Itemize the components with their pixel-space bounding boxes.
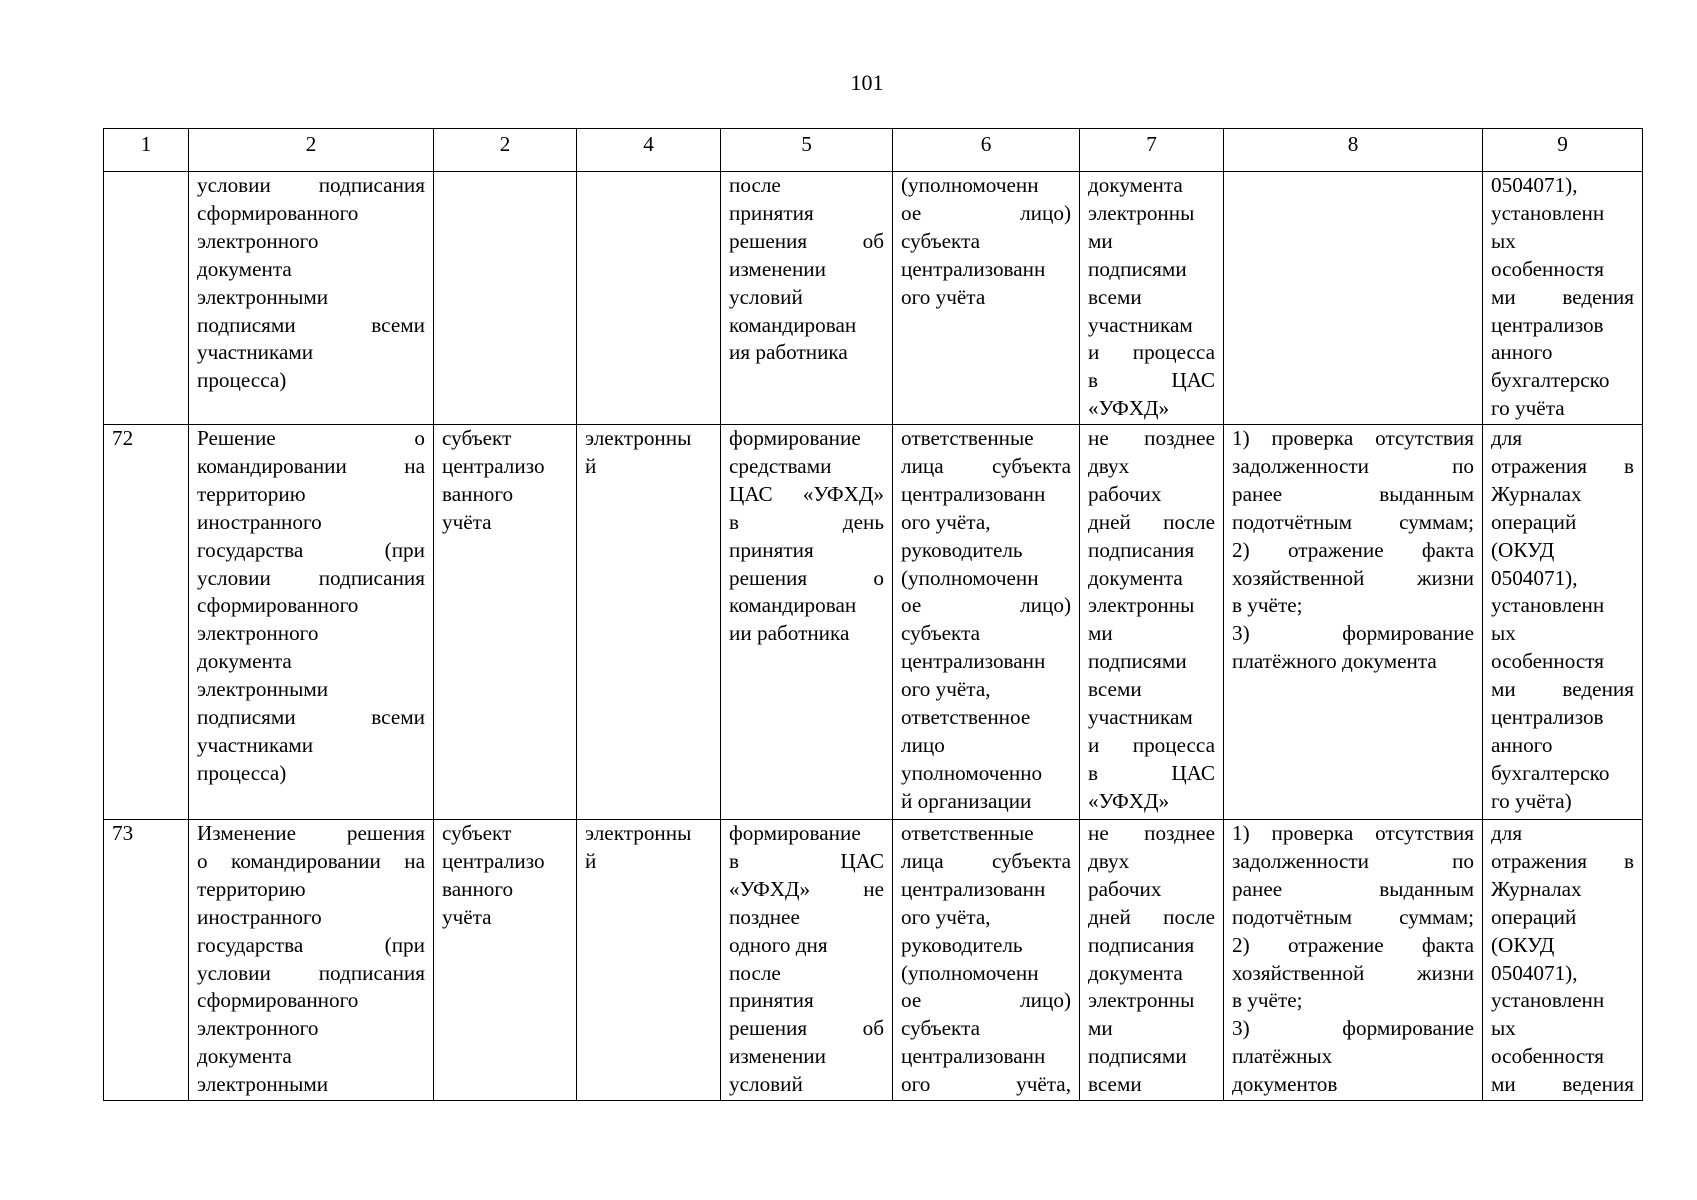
cell-text-line: анного	[1491, 732, 1553, 757]
cell-text-line: 72	[112, 426, 134, 450]
cell-text-line: ванного	[442, 481, 514, 506]
cell-text-line: в учёте;	[1232, 988, 1303, 1013]
cell-text-line: электронны	[585, 821, 692, 845]
cell-text-line: «УФХД» не	[729, 876, 884, 901]
cell-text-line: ранее выданным	[1232, 876, 1474, 901]
cell-text-line: процесса)	[197, 760, 287, 785]
document-form-cell	[577, 425, 721, 820]
column-header: 9	[1483, 129, 1643, 172]
deadline-cell	[1080, 172, 1224, 425]
control-procedures-cell	[1224, 425, 1483, 820]
accounting-purpose-cell	[1483, 425, 1643, 820]
cell-text-line: особенностя	[1491, 256, 1604, 281]
cell-text-line: операций	[1491, 509, 1577, 534]
cell-text-line: подписями	[1088, 256, 1187, 281]
cell-text-line: субъекта	[901, 621, 980, 646]
table-row	[104, 425, 1643, 820]
column-header: 2	[189, 129, 434, 172]
cell-text-line: иностранного	[197, 904, 322, 929]
cell-text-line: ранее выданным	[1232, 481, 1474, 506]
cell-text-line: после	[729, 960, 781, 985]
cell-text-line: подписями	[1088, 1044, 1187, 1069]
column-header: 7	[1080, 129, 1224, 172]
responsible-persons-cell	[893, 820, 1080, 1101]
cell-text-line: 2) отражение факта	[1232, 932, 1474, 957]
document-name-cell	[189, 820, 434, 1101]
cell-text-line: ого учёта,	[901, 677, 991, 702]
cell-text-line: 0504071),	[1491, 565, 1578, 590]
cell-text-line: участникам	[1088, 312, 1193, 337]
cell-text-line: субъект	[442, 426, 512, 450]
cell-text-line: хозяйственной жизни	[1232, 565, 1474, 590]
cell-text-line: (уполномоченн	[901, 960, 1039, 985]
cell-text-line: в ЦАС	[1088, 760, 1215, 785]
formation-method-cell	[721, 820, 893, 1101]
cell-text-line: всеми	[1088, 677, 1142, 702]
cell-text-line: анного	[1491, 340, 1553, 365]
cell-text-line: участниками	[197, 340, 314, 365]
cell-text-line: иностранного	[197, 509, 322, 534]
cell-text-line: ми ведения	[1491, 1072, 1634, 1097]
cell-text-line: бухгалтерско	[1491, 760, 1610, 785]
cell-text-line: руководитель	[901, 537, 1023, 562]
cell-text-line: территорию	[197, 481, 306, 506]
cell-text-line: ого учёта,	[901, 1072, 1071, 1097]
cell-text-line: операций	[1491, 904, 1577, 929]
cell-text-line: электронны	[585, 426, 692, 450]
cell-text-line: руководитель	[901, 932, 1023, 957]
cell-text-line: и процесса	[1088, 340, 1215, 365]
cell-text-line: ванного	[442, 876, 514, 901]
cell-text-line: электронного	[197, 228, 319, 253]
column-header: 2	[434, 129, 577, 172]
cell-text-line: Журналах	[1491, 876, 1582, 901]
cell-text-line: ых	[1491, 228, 1516, 253]
cell-text-line: ЦАС «УФХД»	[729, 481, 884, 506]
cell-text-line: подотчётным суммам;	[1232, 509, 1474, 534]
cell-text-line: всеми	[1088, 1072, 1142, 1097]
cell-text-line: условий	[729, 284, 803, 309]
cell-text-line: уполномоченно	[901, 760, 1043, 785]
cell-text-line: 73	[112, 821, 134, 845]
cell-text-line: подписями всеми	[197, 705, 425, 730]
document-name-cell	[189, 425, 434, 820]
cell-text-line: в учёте;	[1232, 593, 1303, 618]
cell-text-line: ых	[1491, 621, 1516, 646]
cell-text-line: ого учёта,	[901, 509, 991, 534]
table-row	[104, 172, 1643, 425]
cell-text-line: ми ведения	[1491, 284, 1634, 309]
cell-text-line: централизованн	[901, 1044, 1046, 1069]
table-row	[104, 820, 1643, 1101]
cell-text-line: 0504071),	[1491, 960, 1578, 985]
cell-text-line: условии подписания	[197, 173, 425, 197]
cell-text-line: подписания	[1088, 932, 1195, 957]
cell-text-line: субъекта	[901, 1016, 980, 1041]
cell-text-line: в день	[729, 509, 884, 534]
cell-text-line: документа	[1088, 173, 1183, 197]
cell-text-line: всеми	[1088, 284, 1142, 309]
cell-text-line: командировании на	[197, 453, 425, 478]
cell-text-line: позднее	[729, 904, 800, 929]
cell-text-line: одного дня	[729, 932, 828, 957]
cell-text-line: документа	[197, 1044, 292, 1069]
cell-text-line: документа	[1088, 960, 1183, 985]
cell-text-line: ого учёта,	[901, 904, 991, 929]
cell-text-line: хозяйственной жизни	[1232, 960, 1474, 985]
document-table	[103, 128, 1643, 1101]
responsible-subject-cell	[434, 172, 577, 425]
cell-text-line: подписания	[1088, 537, 1195, 562]
cell-text-line: двух	[1088, 848, 1130, 873]
cell-text-line: й	[585, 453, 597, 478]
cell-text-line: централизо	[442, 848, 545, 873]
cell-text-line: (ОКУД	[1491, 537, 1555, 562]
responsible-persons-cell	[893, 425, 1080, 820]
cell-text-line: 3) формирование	[1232, 621, 1474, 646]
cell-text-line: Журналах	[1491, 481, 1582, 506]
cell-text-line: субъекта	[901, 228, 980, 253]
cell-text-line: установленн	[1491, 988, 1605, 1013]
cell-text-line: 0504071),	[1491, 173, 1578, 197]
cell-text-line: централизованн	[901, 649, 1046, 674]
cell-text-line: электронного	[197, 621, 319, 646]
cell-text-line: документов	[1232, 1072, 1338, 1097]
cell-text-line: ответственное	[901, 705, 1031, 730]
cell-text-line: территорию	[197, 876, 306, 901]
cell-text-line: подписями	[1088, 649, 1187, 674]
cell-text-line: решения об	[729, 1016, 884, 1041]
cell-text-line: изменении	[729, 256, 826, 281]
deadline-cell	[1080, 820, 1224, 1101]
cell-text-line: «УФХД»	[1088, 396, 1170, 421]
cell-text-line: условии подписания	[197, 565, 425, 590]
cell-text-line: ми	[1088, 1016, 1113, 1041]
cell-text-line: (уполномоченн	[901, 173, 1039, 197]
cell-text-line: отражения в	[1491, 453, 1634, 478]
cell-text-line: государства (при	[197, 932, 425, 957]
cell-text-line: решения о	[729, 565, 884, 590]
cell-text-line: учёта	[442, 509, 492, 534]
cell-text-line: отражения в	[1491, 848, 1634, 873]
cell-text-line: централизов	[1491, 312, 1604, 337]
cell-text-line: электронными	[197, 284, 329, 309]
cell-text-line: Изменение решения	[197, 821, 425, 845]
cell-text-line: ми	[1088, 228, 1113, 253]
cell-text-line: платёжного документа	[1232, 649, 1437, 674]
cell-text-line: лицо	[901, 732, 945, 757]
document-form-cell	[577, 172, 721, 425]
document-form-cell	[577, 820, 721, 1101]
cell-text-line: й организации	[901, 788, 1032, 813]
column-header: 1	[104, 129, 189, 172]
cell-text-line: ое лицо)	[901, 988, 1071, 1013]
responsible-subject-cell	[434, 425, 577, 820]
column-header: 6	[893, 129, 1080, 172]
cell-text-line: Решение о	[197, 426, 425, 450]
cell-text-line: ответственные	[901, 821, 1034, 845]
cell-text-line: 3) формирование	[1232, 1016, 1474, 1041]
cell-text-line: решения об	[729, 228, 884, 253]
cell-text-line: документа	[197, 256, 292, 281]
cell-text-line: электронными	[197, 1072, 329, 1097]
accounting-purpose-cell	[1483, 820, 1643, 1101]
cell-text-line: участникам	[1088, 705, 1193, 730]
deadline-cell	[1080, 425, 1224, 820]
cell-text-line: принятия	[729, 200, 814, 225]
column-header: 4	[577, 129, 721, 172]
cell-text-line: ми ведения	[1491, 677, 1634, 702]
cell-text-line: установленн	[1491, 200, 1605, 225]
cell-text-line: условии подписания	[197, 960, 425, 985]
cell-text-line: ия работника	[729, 340, 848, 365]
cell-text-line: 1) проверка отсутствия	[1232, 426, 1474, 450]
cell-text-line: для	[1491, 821, 1523, 845]
cell-text-line: сформированного	[197, 593, 359, 618]
cell-text-line: формирование	[729, 426, 861, 450]
cell-text-line: (ОКУД	[1491, 932, 1555, 957]
cell-text-line: и процесса	[1088, 732, 1215, 757]
cell-text-line: ми	[1088, 621, 1113, 646]
cell-text-line: ии работника	[729, 621, 850, 646]
cell-text-line: в ЦАС	[1088, 368, 1215, 393]
cell-text-line: централизованн	[901, 256, 1046, 281]
cell-text-line: «УФХД»	[1088, 788, 1170, 813]
formation-method-cell	[721, 172, 893, 425]
cell-text-line: процесса)	[197, 368, 287, 393]
cell-text-line: й	[585, 848, 597, 873]
cell-text-line: условий	[729, 1072, 803, 1097]
cell-text-line: электронными	[197, 677, 329, 702]
formation-method-cell	[721, 425, 893, 820]
cell-text-line: го учёта	[1491, 396, 1565, 421]
column-header: 8	[1224, 129, 1483, 172]
cell-text-line: бухгалтерско	[1491, 368, 1610, 393]
cell-text-line: ых	[1491, 1016, 1516, 1041]
cell-text-line: сформированного	[197, 988, 359, 1013]
cell-text-line: особенностя	[1491, 1044, 1604, 1069]
cell-text-line: 1) проверка отсутствия	[1232, 821, 1474, 845]
cell-text-line: двух	[1088, 453, 1130, 478]
cell-text-line: ответственные	[901, 426, 1034, 450]
cell-text-line: рабочих	[1088, 876, 1162, 901]
cell-text-line: принятия	[729, 988, 814, 1013]
cell-text-line: изменении	[729, 1044, 826, 1069]
cell-text-line: ое лицо)	[901, 200, 1071, 225]
cell-text-line: подотчётным суммам;	[1232, 904, 1474, 929]
cell-text-line: документа	[197, 649, 292, 674]
cell-text-line: формирование	[729, 821, 861, 845]
table-header-row	[104, 129, 1643, 172]
control-procedures-cell	[1224, 820, 1483, 1101]
row-number-cell	[104, 425, 189, 820]
cell-text-line: рабочих	[1088, 481, 1162, 506]
cell-text-line: командирован	[729, 593, 857, 618]
cell-text-line: установленн	[1491, 593, 1605, 618]
accounting-purpose-cell	[1483, 172, 1643, 425]
cell-text-line: о командировании на	[197, 848, 425, 873]
cell-text-line: лица субъекта	[901, 848, 1071, 873]
cell-text-line: централизованн	[901, 481, 1046, 506]
cell-text-line: электронны	[1088, 593, 1195, 618]
cell-text-line: централизованн	[901, 876, 1046, 901]
cell-text-line: дней после	[1088, 904, 1215, 929]
page-number: 101	[850, 70, 884, 95]
cell-text-line: платёжных	[1232, 1044, 1333, 1069]
cell-text-line: ое лицо)	[901, 593, 1071, 618]
cell-text-line: электронного	[197, 1016, 319, 1041]
document-name-cell	[189, 172, 434, 425]
cell-text-line: в ЦАС	[729, 848, 884, 873]
cell-text-line: го учёта)	[1491, 788, 1572, 813]
cell-text-line: средствами	[729, 453, 832, 478]
cell-text-line: (уполномоченн	[901, 565, 1039, 590]
cell-text-line: электронны	[1088, 988, 1195, 1013]
cell-text-line: лица субъекта	[901, 453, 1071, 478]
cell-text-line: централизо	[442, 453, 545, 478]
cell-text-line: 2) отражение факта	[1232, 537, 1474, 562]
cell-text-line: государства (при	[197, 537, 425, 562]
cell-text-line: задолженности по	[1232, 848, 1474, 873]
row-number-cell	[104, 820, 189, 1101]
responsible-persons-cell	[893, 172, 1080, 425]
cell-text-line: участниками	[197, 732, 314, 757]
column-header: 5	[721, 129, 893, 172]
cell-text-line: особенностя	[1491, 649, 1604, 674]
cell-text-line: не позднее	[1088, 426, 1215, 450]
cell-text-line: учёта	[442, 904, 492, 929]
cell-text-line: задолженности по	[1232, 453, 1474, 478]
cell-text-line: дней после	[1088, 509, 1215, 534]
responsible-subject-cell	[434, 820, 577, 1101]
cell-text-line: подписями всеми	[197, 312, 425, 337]
cell-text-line: после	[729, 173, 781, 197]
control-procedures-cell	[1224, 172, 1483, 425]
cell-text-line: электронны	[1088, 200, 1195, 225]
row-number-cell	[104, 172, 189, 425]
cell-text-line: документа	[1088, 565, 1183, 590]
cell-text-line: не позднее	[1088, 821, 1215, 845]
cell-text-line: субъект	[442, 821, 512, 845]
cell-text-line: сформированного	[197, 200, 359, 225]
cell-text-line: ого учёта	[901, 284, 986, 309]
cell-text-line: командирован	[729, 312, 857, 337]
cell-text-line: для	[1491, 426, 1523, 450]
cell-text-line: централизов	[1491, 705, 1604, 730]
cell-text-line: принятия	[729, 537, 814, 562]
